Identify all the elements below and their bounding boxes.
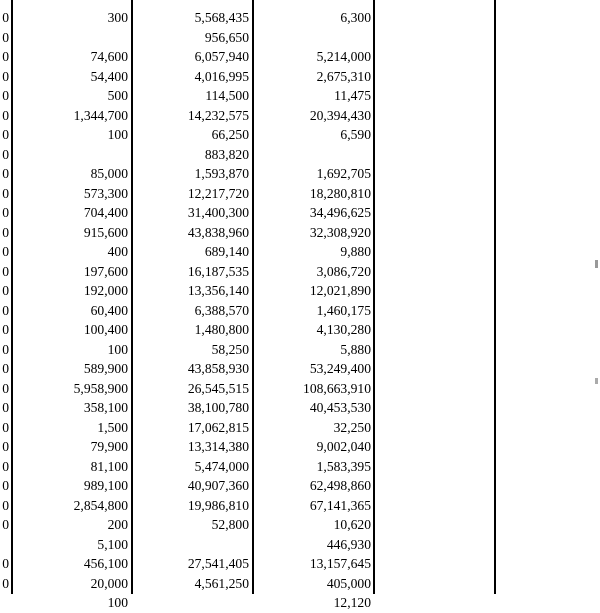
table-cell-c1: 5,958,900 bbox=[73, 380, 128, 396]
table-row bbox=[0, 164, 600, 184]
table-cell-c2: 5,568,435 bbox=[194, 10, 249, 25]
table-cell-c0: 0 bbox=[2, 127, 9, 142]
table-cell-c3: 20,394,430 bbox=[309, 107, 371, 123]
table-cell-c0: 0 bbox=[2, 283, 9, 298]
table-cell-c3: 6,300 bbox=[340, 10, 371, 25]
table-cell-c3: 67,141,365 bbox=[309, 497, 371, 513]
table-cell-c2: 52,800 bbox=[211, 517, 249, 532]
table-cell-c3: 446,930 bbox=[326, 536, 371, 552]
table-cell-c2: 40,907,360 bbox=[187, 478, 249, 493]
table-cell-c0: 0 bbox=[2, 244, 9, 259]
table-cell-c2: 31,400,300 bbox=[187, 205, 249, 220]
table-cell-c2: 13,314,380 bbox=[187, 439, 249, 454]
table-row bbox=[0, 476, 600, 496]
table-row bbox=[0, 496, 600, 516]
table-cell-c3: 4,130,280 bbox=[316, 322, 371, 337]
table-cell-c1: 989,100 bbox=[83, 478, 128, 493]
table-cell-c0: 0 bbox=[2, 458, 9, 474]
table-cell-c1: 704,400 bbox=[83, 205, 128, 220]
table-row bbox=[0, 359, 600, 379]
table-row bbox=[0, 340, 600, 360]
table-cell-c2: 1,593,870 bbox=[194, 166, 249, 181]
table-cell-c2: 19,986,810 bbox=[187, 497, 249, 513]
table-cell-c0: 0 bbox=[2, 205, 9, 220]
table-cell-c2: 6,057,940 bbox=[194, 49, 249, 64]
table-cell-c2: 17,062,815 bbox=[187, 419, 249, 435]
table-cell-c3: 2,675,310 bbox=[316, 68, 371, 84]
table-cell-c2: 58,250 bbox=[211, 341, 249, 357]
table-row bbox=[0, 281, 600, 301]
table-cell-c3: 32,250 bbox=[333, 419, 371, 435]
table-cell-c0: 0 bbox=[2, 107, 9, 123]
table-cell-c1: 79,900 bbox=[90, 439, 128, 454]
table-cell-c2: 16,187,535 bbox=[187, 263, 249, 279]
table-cell-c1: 74,600 bbox=[90, 49, 128, 64]
table-cell-c0: 0 bbox=[2, 517, 9, 532]
table-cell-c2: 883,820 bbox=[204, 146, 249, 162]
table-cell-c3: 34,496,625 bbox=[309, 205, 371, 220]
table-cell-c2: 38,100,780 bbox=[187, 400, 249, 415]
table-row bbox=[0, 515, 600, 535]
table-row bbox=[0, 320, 600, 340]
table-row bbox=[0, 8, 600, 28]
table-cell-c3: 1,460,175 bbox=[316, 302, 371, 318]
table-cell-c0: 0 bbox=[2, 380, 9, 396]
table-cell-c3: 12,120 bbox=[333, 595, 371, 610]
table-cell-c1: 54,400 bbox=[90, 68, 128, 84]
table-row bbox=[0, 106, 600, 126]
table-row bbox=[0, 86, 600, 106]
table-cell-c1: 100 bbox=[107, 127, 128, 142]
table-cell-c0: 0 bbox=[2, 185, 9, 201]
table-cell-c1: 60,400 bbox=[90, 302, 128, 318]
table-cell-c0: 0 bbox=[2, 49, 9, 64]
table-cell-c3: 3,086,720 bbox=[316, 263, 371, 279]
table-cell-c0: 0 bbox=[2, 322, 9, 337]
table-row bbox=[0, 398, 600, 418]
table-cell-c3: 62,498,860 bbox=[309, 478, 371, 493]
table-cell-c0: 0 bbox=[2, 263, 9, 279]
table-cell-c0: 0 bbox=[2, 166, 9, 181]
table-cell-c1: 573,300 bbox=[83, 185, 128, 201]
table-cell-c3: 405,000 bbox=[326, 575, 371, 591]
table-cell-c1: 2,854,800 bbox=[73, 497, 128, 513]
table-cell-c1: 589,900 bbox=[83, 361, 128, 376]
table-cell-c3: 12,021,890 bbox=[309, 283, 371, 298]
table-cell-c2: 66,250 bbox=[211, 127, 249, 142]
table-cell-c0: 0 bbox=[2, 224, 9, 240]
table-cell-c1: 100 bbox=[107, 595, 128, 610]
table-row bbox=[0, 203, 600, 223]
table-cell-c0: 0 bbox=[2, 556, 9, 571]
table-cell-c2: 5,474,000 bbox=[194, 458, 249, 474]
table-cell-c3: 1,692,705 bbox=[316, 166, 371, 181]
table-row bbox=[0, 67, 600, 87]
table-cell-c3: 13,157,645 bbox=[309, 556, 371, 571]
table-cell-c0: 0 bbox=[2, 575, 9, 591]
table-cell-c3: 1,583,395 bbox=[316, 458, 371, 474]
table-cell-c3: 40,453,530 bbox=[309, 400, 371, 415]
table-row bbox=[0, 437, 600, 457]
table-cell-c0: 0 bbox=[2, 302, 9, 318]
table-cell-c2: 114,500 bbox=[205, 88, 249, 103]
table-cell-c1: 358,100 bbox=[83, 400, 128, 415]
table-cell-c2: 1,480,800 bbox=[194, 322, 249, 337]
table-cell-c3: 6,590 bbox=[340, 127, 371, 142]
table-cell-c1: 456,100 bbox=[83, 556, 128, 571]
table-row bbox=[0, 457, 600, 477]
table-cell-c2: 6,388,570 bbox=[194, 302, 249, 318]
table-row bbox=[0, 262, 600, 282]
table-row bbox=[0, 223, 600, 243]
table-body bbox=[0, 8, 600, 613]
table-cell-c1: 500 bbox=[107, 88, 128, 103]
table-cell-c2: 956,650 bbox=[204, 29, 249, 45]
table-cell-c2: 27,541,405 bbox=[187, 556, 249, 571]
table-row bbox=[0, 574, 600, 594]
table-cell-c2: 13,356,140 bbox=[187, 283, 249, 298]
table-cell-c3: 32,308,920 bbox=[309, 224, 371, 240]
table-row bbox=[0, 242, 600, 262]
table-cell-c0: 0 bbox=[2, 341, 9, 357]
table-cell-c1: 400 bbox=[107, 244, 128, 259]
table-cell-c0: 0 bbox=[2, 68, 9, 84]
table-cell-c1: 200 bbox=[107, 517, 128, 532]
table-cell-c3: 5,880 bbox=[340, 341, 371, 357]
table-cell-c1: 85,000 bbox=[90, 166, 128, 181]
table-cell-c3: 9,880 bbox=[340, 244, 371, 259]
table-row bbox=[0, 145, 600, 165]
table-cell-c2: 43,858,930 bbox=[187, 361, 249, 376]
table-cell-c0: 0 bbox=[2, 361, 9, 376]
table-cell-c3: 10,620 bbox=[333, 517, 371, 532]
table-cell-c0: 0 bbox=[2, 10, 9, 25]
table-row bbox=[0, 593, 600, 613]
table-cell-c1: 300 bbox=[107, 10, 128, 25]
table-cell-c0: 0 bbox=[2, 400, 9, 415]
table-cell-c2: 4,016,995 bbox=[194, 68, 249, 84]
table-cell-c0: 0 bbox=[2, 439, 9, 454]
table-row bbox=[0, 535, 600, 555]
table-cell-c1: 1,500 bbox=[97, 419, 128, 435]
table-cell-c0: 0 bbox=[2, 88, 9, 103]
table-cell-c1: 197,600 bbox=[83, 263, 128, 279]
table-cell-c1: 100 bbox=[107, 341, 128, 357]
table-cell-c2: 14,232,575 bbox=[187, 107, 249, 123]
table-cell-c0: 0 bbox=[2, 146, 9, 162]
table-row bbox=[0, 28, 600, 48]
table-row bbox=[0, 184, 600, 204]
table-cell-c1: 81,100 bbox=[90, 458, 128, 474]
table-row bbox=[0, 125, 600, 145]
table-cell-c3: 53,249,400 bbox=[309, 361, 371, 376]
table-cell-c1: 1,344,700 bbox=[73, 107, 128, 123]
table-cell-c0: 0 bbox=[2, 29, 9, 45]
table-cell-c1: 192,000 bbox=[83, 283, 128, 298]
table-cell-c0: 0 bbox=[2, 497, 9, 513]
table-row bbox=[0, 418, 600, 438]
table-cell-c1: 20,000 bbox=[90, 575, 128, 591]
table-cell-c0: 0 bbox=[2, 419, 9, 435]
table-row bbox=[0, 301, 600, 321]
table-cell-c3: 18,280,810 bbox=[309, 185, 371, 201]
table-row bbox=[0, 554, 600, 574]
table-cell-c1: 915,600 bbox=[83, 224, 128, 240]
table-cell-c2: 4,561,250 bbox=[194, 575, 249, 591]
table-row bbox=[0, 379, 600, 399]
table-cell-c2: 26,545,515 bbox=[187, 380, 249, 396]
table-cell-c3: 5,214,000 bbox=[316, 49, 371, 64]
table-cell-c1: 100,400 bbox=[83, 322, 128, 337]
table-cell-c1: 5,100 bbox=[97, 536, 128, 552]
table-row bbox=[0, 47, 600, 67]
table-cell-c3: 9,002,040 bbox=[316, 439, 371, 454]
table-cell-c2: 689,140 bbox=[204, 244, 249, 259]
table-cell-c0: 0 bbox=[2, 478, 9, 493]
table-cell-c2: 12,217,720 bbox=[187, 185, 249, 201]
table-cell-c3: 108,663,910 bbox=[303, 380, 371, 396]
table-cell-c3: 11,475 bbox=[334, 88, 371, 103]
table-cell-c2: 43,838,960 bbox=[187, 224, 249, 240]
